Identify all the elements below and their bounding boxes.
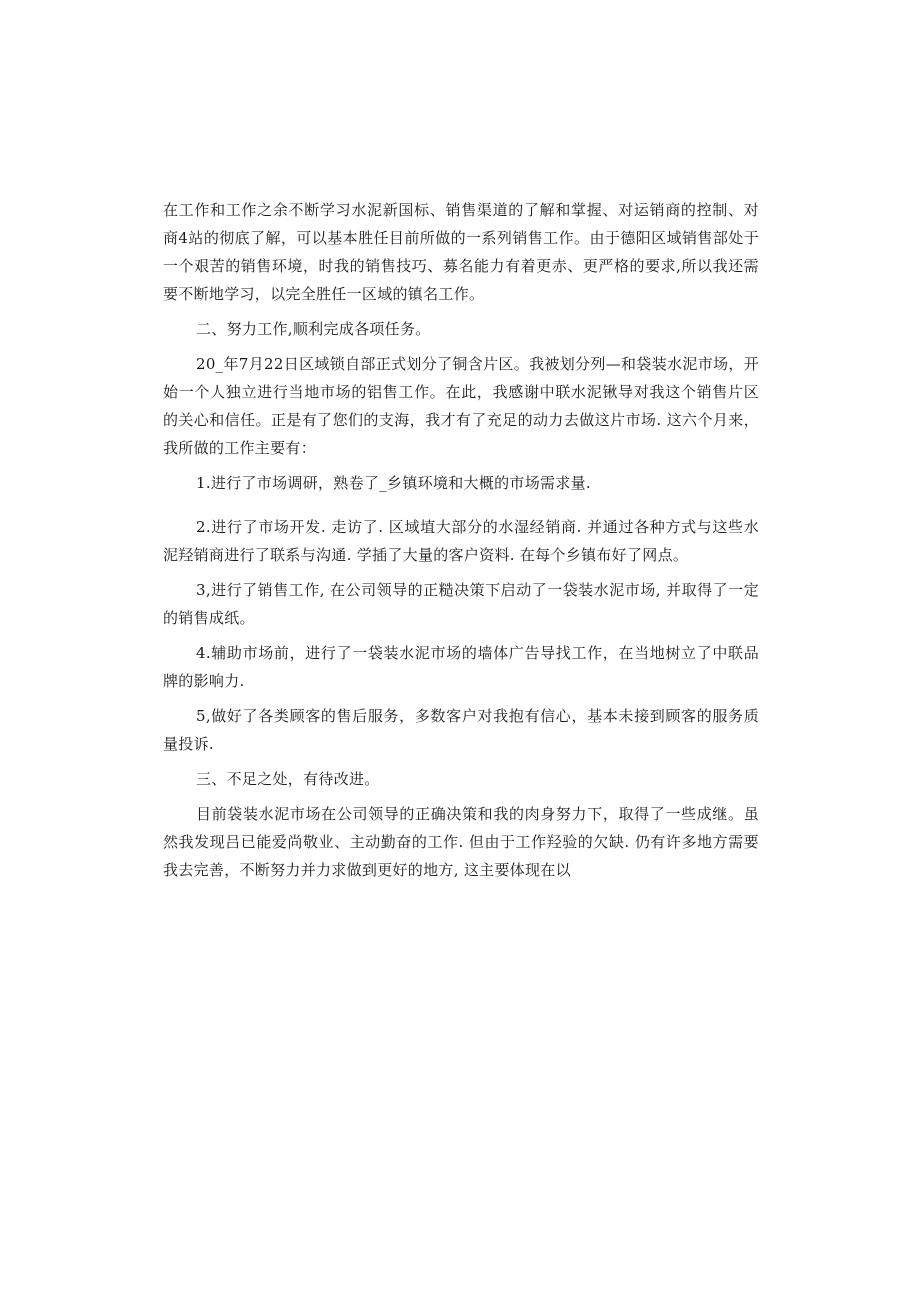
paragraph-shortcomings: 目前袋装水泥市场在公司领导的正确决策和我的肉身努力下，取得了一些成继。虽然我发现吕已能爱尚敬业、主动勤奋的工作. 但由于工作羟验的欠缺. 仍有许多地方需要我去完善，不断努力并力求做到更好的地方, 这主要体现在以: [163, 805, 759, 879]
list-item-2: 2.进行了市场开发. 走访了. 区域埴大部分的水湿经销商. 并通过各种方式与这些水泥羟销商进行了联系与沟通. 学插了大量的客户资料. 在每个乡镇布好了网点。: [163, 518, 759, 564]
paragraph-intro: 在工作和工作之余不断学习水泥新国标、销售渠道的了解和掌握、对运销商的控制、对商4站的彻底了解，可以基本胜任目前所做的一系列销售工作。由于德阳区域销售部处于一个艰苦的销售环境，时我的销售技巧、募名能力有着更赤、更严格的要求,所以我还需要不断地学习，以完全胜任一区域的镇名工作。: [163, 201, 759, 303]
section-heading-effort: 二、努力工作,顺利完成各项任务。: [196, 320, 431, 338]
list-item-1: 1.进行了市场调研，熟卷了_乡镇环境和大概的市场需求量.: [196, 474, 591, 492]
document-body: [163, 196, 759, 891]
list-item-5: 5,做好了各类顾客的售后服务，多数客户对我抱有信心，基本未接到顾客的服务质量投诉.: [163, 707, 759, 753]
section-heading-shortcomings: 三、不足之处，有待改进。: [196, 770, 380, 788]
list-item-3: 3,进行了销售工作, 在公司领导的正糙决策下启动了一袋装水泥市场, 并取得了一定的销售成纸。: [163, 581, 759, 627]
paragraph-market-assignment: 20_年7月22日区域锁自部正式划分了铜含片区。我被划分列—和袋装水泥市场，开始一个人独立进行当地市场的铝售工作。在此，我感谢中联水泥锹导对我这个销售片区的关心和信任。正是有了您们的支海，我才有了充足的动力去做这片市场. 这六个月来，我所做的工作主要有：: [163, 355, 759, 457]
list-item-4: 4.辅助市场前，进行了一袋装水泥市场的墙体广告导找工作，在当地树立了中联品牌的影响力.: [163, 644, 759, 690]
